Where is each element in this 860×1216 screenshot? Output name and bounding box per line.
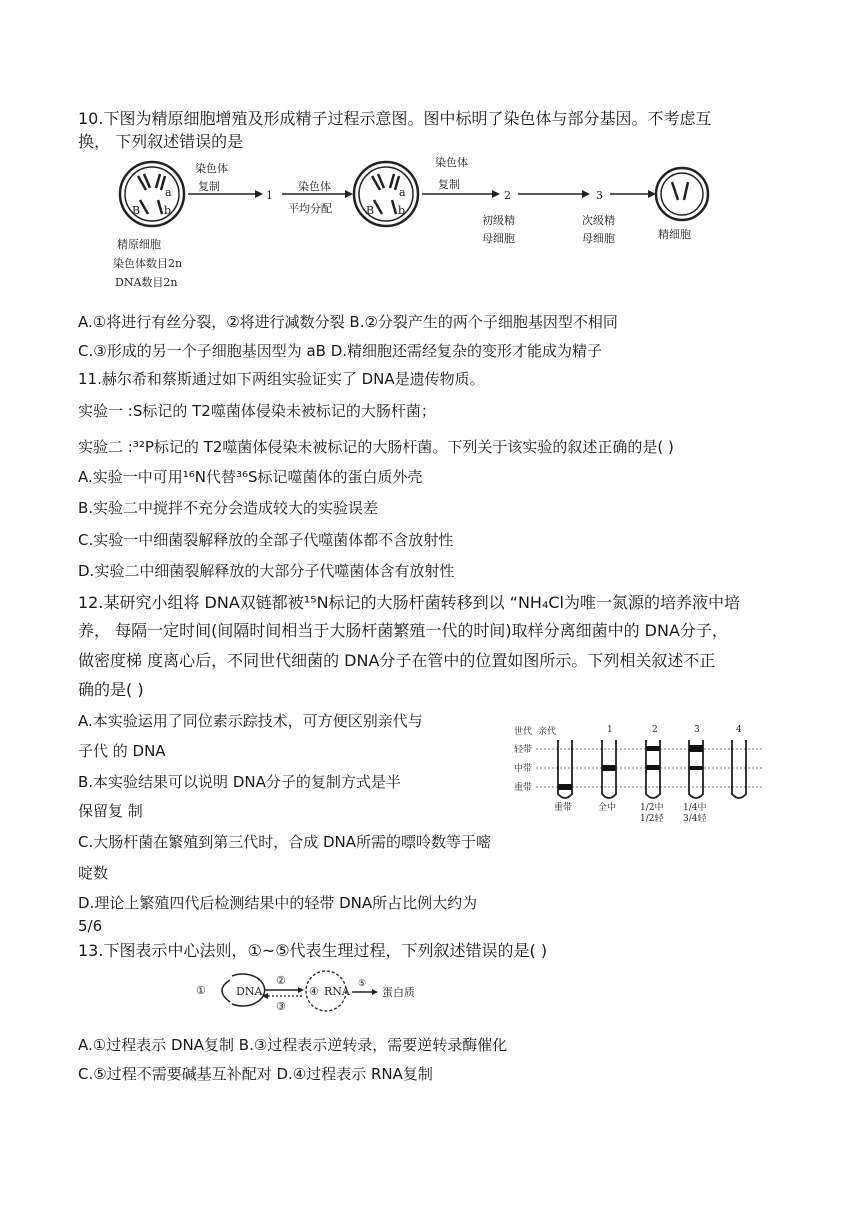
q12-option-b: B.本实验结果可以说明 DNA分子的复制方式是半 <box>78 773 401 791</box>
q10-stem-line1: 10.下图为精原细胞增殖及形成精子过程示意图。图中标明了染色体与部分基因。不考虑互 <box>78 109 712 128</box>
band-label: 重带 <box>514 783 533 793</box>
tube-caption: 1/4中 <box>683 803 707 813</box>
cell-caption: 母细胞 <box>582 232 615 245</box>
q11-option-b: B.实验二中搅拌不充分会造成较大的实验误差 <box>78 499 379 517</box>
cell-caption: 初级精 <box>482 214 515 227</box>
header-label: 世代 <box>514 727 533 737</box>
tube-caption: 1/2轻 <box>640 814 664 823</box>
stage-number: 1 <box>266 189 273 202</box>
tube-caption: 全中 <box>598 803 617 813</box>
q10-stem-line2: 换， 下列叙述错误的是 <box>78 132 244 151</box>
q11-experiment-2: 实验二 :³²P标记的 T2噬菌体侵染未被标记的大肠杆菌。下列关于该实验的叙述正确的是( ) <box>78 438 674 456</box>
stage-number: 3 <box>596 189 603 202</box>
q10-options-ab: A.①将进行有丝分裂，②将进行减数分裂 B.②分裂产生的两个子细胞基因型不相同 <box>78 313 618 331</box>
process-label: ③ <box>276 1000 286 1013</box>
q12-option-a-cont: 子代 的 DNA <box>78 742 166 760</box>
generation-label: 1 <box>607 725 613 735</box>
q11-option-a: A.实验一中可用¹⁶N代替³⁶S标记噬菌体的蛋白质外壳 <box>78 468 423 486</box>
stage-number: 2 <box>504 189 511 202</box>
cell-caption: 精细胞 <box>658 228 691 241</box>
q11-option-c: C.实验一中细菌裂解释放的全部子代噬菌体都不含放射性 <box>78 531 454 549</box>
arrow-label: 染色体 <box>435 156 468 169</box>
q10-options-cd: C.③形成的另一个子细胞基因型为 aB D.精细胞还需经复杂的变形才能成为精子 <box>78 342 603 360</box>
rna-label: RNA <box>324 985 350 998</box>
generation-label: 2 <box>652 725 658 735</box>
q12-centrifuge-tubes-diagram <box>512 718 772 823</box>
process-label: ⑤ <box>358 979 367 989</box>
tube-caption: 重带 <box>554 803 573 813</box>
q11-option-d: D.实验二中细菌裂解释放的大部分子代噬菌体含有放射性 <box>78 562 455 580</box>
cell-caption: DNA数目2n <box>115 276 178 289</box>
q12-option-d-cont: 5/6 <box>78 917 103 935</box>
q12-stem-line4: 确的是( ) <box>78 680 144 699</box>
band-label: 中带 <box>514 764 533 774</box>
gene-label: a <box>399 186 406 199</box>
q12-option-a: A.本实验运用了同位素示踪技术，可方便区别亲代与 <box>78 712 423 730</box>
dna-label: DNA <box>236 985 263 998</box>
q13-central-dogma-diagram <box>196 966 436 1016</box>
gene-label: b <box>398 204 406 217</box>
q12-option-d: D.理论上繁殖四代后检测结果中的轻带 DNA所占比例大约为 <box>78 894 478 912</box>
q12-option-b-cont: 保留复 制 <box>78 802 143 820</box>
q13-stem: 13.下图表示中心法则，①~⑤代表生理过程，下列叙述错误的是( ) <box>78 941 548 960</box>
arrow-label: 染色体 <box>298 180 331 193</box>
q10-spermatogenesis-diagram <box>110 152 710 302</box>
generation-label: 3 <box>694 725 700 735</box>
q12-option-c-cont: 啶数 <box>78 864 109 882</box>
q12-option-c: C.大肠杆菌在繁殖到第三代时，合成 DNA所需的嘌呤数等于嘧 <box>78 833 492 851</box>
generation-label: 4 <box>736 725 742 735</box>
band-label: 轻带 <box>514 745 533 755</box>
q13-options-cd: C.⑤过程不需要碱基互补配对 D.④过程表示 RNA复制 <box>78 1065 433 1083</box>
cell-caption: 母细胞 <box>482 232 515 245</box>
q12-stem-line2: 养， 每隔一定时间(间隔时间相当于大肠杆菌繁殖一代的时间)取样分离细菌中的 DNA分子， <box>78 621 728 640</box>
q11-stem: 11.赫尔希和蔡斯通过如下两组实验证实了 DNA是遗传物质。 <box>78 370 485 388</box>
process-label: ② <box>276 974 286 987</box>
header-label: 亲代 <box>538 727 557 737</box>
gene-label: a <box>165 186 172 199</box>
q13-options-ab: A.①过程表示 DNA复制 B.③过程表示逆转录，需要逆转录酶催化 <box>78 1036 508 1054</box>
arrow-label: 染色体 <box>195 162 228 175</box>
gene-label: b <box>164 204 172 217</box>
arrow-label: 复制 <box>438 178 460 191</box>
process-label: ④ <box>309 985 319 998</box>
q12-stem-line1: 12.某研究小组将 DNA双链都被¹⁵N标记的大肠杆菌转移到以 “NH₄Cl为唯一氮源的培养液中培 <box>78 593 740 612</box>
cell-caption: 精原细胞 <box>117 238 161 251</box>
q12-stem-line3: 做密度梯 度离心后，不同世代细菌的 DNA分子在管中的位置如图所示。下列相关叙述不正 <box>78 651 716 670</box>
tube-caption: 3/4轻 <box>683 814 707 823</box>
tube-caption: 1/2中 <box>640 803 664 813</box>
gene-label: B <box>366 204 375 217</box>
arrow-label: 复制 <box>198 180 220 193</box>
q11-experiment-1: 实验一 :S标记的 T2噬菌体侵染未被标记的大肠杆菌； <box>78 402 436 420</box>
gene-label: B <box>132 204 141 217</box>
protein-label: 蛋白质 <box>382 986 415 999</box>
arrow-label: 平均分配 <box>288 202 332 215</box>
cell-caption: 次级精 <box>582 214 615 227</box>
process-label: ① <box>196 984 206 997</box>
cell-caption: 染色体数目2n <box>113 257 183 270</box>
